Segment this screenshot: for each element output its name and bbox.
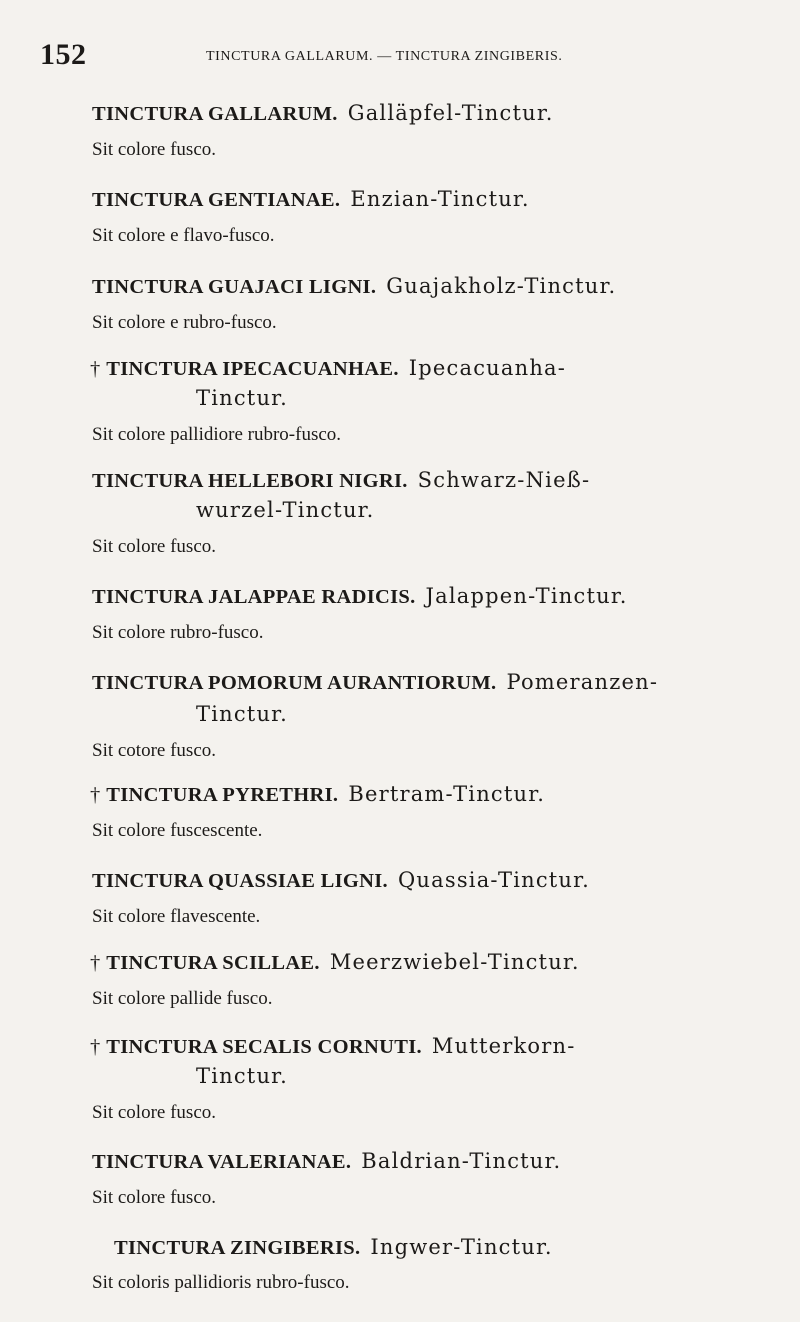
entry-german-name: Jalappen-Tinctur. [425,584,628,608]
entry-description: Sit colore fusco. [92,536,217,557]
entry-heading [114,1235,553,1260]
entry-description: Sit colore fuscescente. [92,820,263,841]
entry-heading [92,1149,561,1174]
entry-latin-name: TINCTURA GUAJACI LIGNI. [92,276,377,298]
entry-german-continuation: Tinctur. [196,702,288,726]
running-head: TINCTURA GALLARUM. — TINCTURA ZINGIBERIS. [206,49,563,64]
entry-heading [92,868,590,893]
entry-heading [92,584,628,609]
entry-latin-name: TINCTURA ZINGIBERIS. [114,1237,361,1259]
entry-heading [90,782,545,807]
entry-latin-name: TINCTURA POMORUM AURANTIORUM. [92,672,497,694]
entry-german-name: Pomeranzen- [506,670,659,694]
entry-description: Sit colore fusco. [92,139,217,160]
entry-german-name: Baldrian-Tinctur. [361,1149,562,1173]
entry-description: Sit colore pallidiore rubro-fusco. [92,424,342,445]
entry-german-name: Mutterkorn- [431,1034,576,1058]
entry-latin-name: TINCTURA GENTIANAE. [92,189,341,211]
entry-description: Sit colore pallide fusco. [92,988,273,1009]
entry-latin-name: TINCTURA SCILLAE. [106,952,320,974]
entry-latin-name: TINCTURA HELLEBORI NIGRI. [92,470,408,492]
entry-german-name: Meerzwiebel-Tinctur. [329,950,580,974]
dagger-mark: † [90,952,101,974]
entry-latin-name: TINCTURA VALERIANAE. [92,1151,352,1173]
entry-description: Sit coloris pallidioris rubro-fusco. [92,1272,350,1293]
entry-german-name: Enzian-Tinctur. [350,187,530,211]
entry-heading [90,1034,576,1059]
entry-description: Sit colore fusco. [92,1102,217,1123]
entry-german-name: Guajakholz-Tinctur. [386,274,617,298]
dagger-mark: † [90,784,101,806]
entry-german-name: Ipecacuanha- [408,356,567,380]
entry-latin-name: TINCTURA PYRETHRI. [106,784,339,806]
entry-german-continuation: wurzel-Tinctur. [196,498,375,522]
entry-latin-name: TINCTURA IPECACUANHAE. [106,358,399,380]
entry-heading [90,356,566,381]
entry-description: Sit colore flavescente. [92,906,261,927]
entry-description: Sit colore rubro-fusco. [92,622,264,643]
page-header [40,38,760,78]
entry-latin-name: TINCTURA JALAPPAE RADICIS. [92,586,416,608]
entry-german-name: Galläpfel-Tinctur. [347,101,554,125]
entry-heading [90,950,580,975]
entry-description: Sit colore fusco. [92,1187,217,1208]
entry-german-continuation: Tinctur. [196,386,288,410]
entry-description: Sit colore e rubro-fusco. [92,312,277,333]
entry-german-name: Bertram-Tinctur. [348,782,546,806]
entry-german-continuation: Tinctur. [196,1064,288,1088]
entry-german-name: Ingwer-Tinctur. [370,1235,553,1259]
entry-latin-name: TINCTURA GALLARUM. [92,103,338,125]
entry-heading [92,670,658,695]
entry-heading [92,101,554,126]
entry-german-name: Schwarz-Nieß- [417,468,591,492]
entry-latin-name: TINCTURA QUASSIAE LIGNI. [92,870,388,892]
page-number: 152 [40,38,87,71]
entry-heading [92,468,590,493]
entry-description: Sit colore e flavo-fusco. [92,225,275,246]
dagger-mark: † [90,358,101,380]
entry-heading [92,274,616,299]
dagger-mark: † [90,1036,101,1058]
entry-heading [92,187,530,212]
entry-german-name: Quassia-Tinctur. [397,868,590,892]
entry-description: Sit cotore fusco. [92,740,217,761]
entry-latin-name: TINCTURA SECALIS CORNUTI. [106,1036,422,1058]
